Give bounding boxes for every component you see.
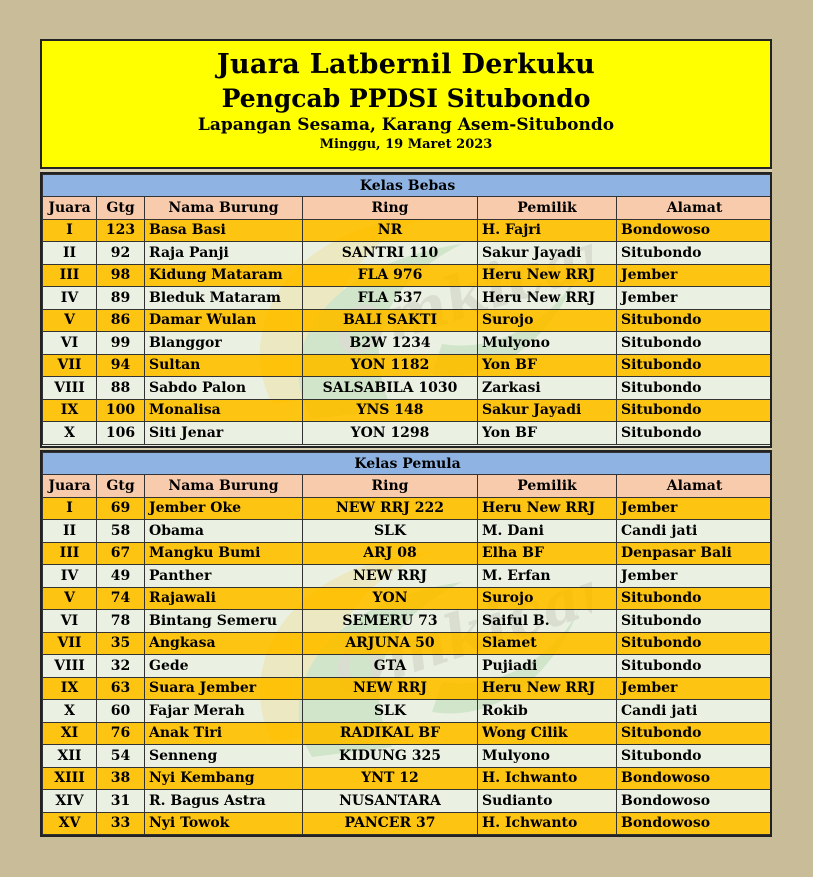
alamat-cell: Denpasar Bali: [617, 542, 773, 565]
pemilik-cell: Sudianto: [478, 790, 617, 813]
gtg-cell: 98: [97, 264, 145, 287]
col-gtg: Gtg: [97, 197, 145, 220]
table-row: [43, 767, 773, 790]
table-row: [43, 520, 773, 543]
nama-burung-cell: Damar Wulan: [145, 309, 303, 332]
nama-burung-cell: Jember Oke: [145, 497, 303, 520]
pemilik-cell: H. Fajri: [478, 219, 617, 242]
nama-burung-cell: Nyi Kembang: [145, 767, 303, 790]
pemilik-cell: Pujiadi: [478, 655, 617, 678]
pemilik-cell: Heru New RRJ: [478, 264, 617, 287]
alamat-cell: Situbondo: [617, 722, 773, 745]
ring-cell: ARJUNA 50: [303, 632, 478, 655]
alamat-cell: Situbondo: [617, 655, 773, 678]
pemilik-cell: M. Dani: [478, 520, 617, 543]
class-title: Kelas Bebas: [43, 175, 773, 197]
page-subtitle: Pengcab PPDSI Situbondo: [221, 84, 591, 113]
gtg-cell: 33: [97, 812, 145, 835]
juara-cell: III: [43, 264, 97, 287]
ring-cell: YON: [303, 587, 478, 610]
nama-burung-cell: Kidung Mataram: [145, 264, 303, 287]
table-row: [43, 565, 773, 588]
col-ring: Ring: [303, 475, 478, 498]
alamat-cell: Situbondo: [617, 399, 773, 422]
pemilik-cell: Saiful B.: [478, 610, 617, 633]
juara-cell: II: [43, 520, 97, 543]
pemilik-cell: Surojo: [478, 309, 617, 332]
kelas-pemula-section: [40, 450, 772, 837]
col-gtg: Gtg: [97, 475, 145, 498]
col-alamat: Alamat: [617, 197, 773, 220]
table-row: [43, 422, 773, 445]
gtg-cell: 123: [97, 219, 145, 242]
nama-burung-cell: R. Bagus Astra: [145, 790, 303, 813]
juara-cell: X: [43, 700, 97, 723]
alamat-cell: Situbondo: [617, 242, 773, 265]
nama-burung-cell: Sultan: [145, 354, 303, 377]
nama-burung-cell: Mangku Bumi: [145, 542, 303, 565]
gtg-cell: 100: [97, 399, 145, 422]
pemilik-cell: Sakur Jayadi: [478, 242, 617, 265]
nama-burung-cell: Suara Jember: [145, 677, 303, 700]
ring-cell: SANTRI 110: [303, 242, 478, 265]
ring-cell: FLA 537: [303, 287, 478, 310]
juara-cell: IX: [43, 399, 97, 422]
alamat-cell: Jember: [617, 497, 773, 520]
nama-burung-cell: Anak Tiri: [145, 722, 303, 745]
nama-burung-cell: Senneng: [145, 745, 303, 768]
pemilik-cell: Mulyono: [478, 332, 617, 355]
col-nama-burung: Nama Burung: [145, 475, 303, 498]
pemilik-cell: H. Ichwanto: [478, 812, 617, 835]
ring-cell: SLK: [303, 520, 478, 543]
gtg-cell: 99: [97, 332, 145, 355]
alamat-cell: Candi jati: [617, 700, 773, 723]
gtg-cell: 92: [97, 242, 145, 265]
alamat-cell: Candi jati: [617, 520, 773, 543]
table-row: [43, 542, 773, 565]
gtg-cell: 78: [97, 610, 145, 633]
juara-cell: VI: [43, 610, 97, 633]
gtg-cell: 60: [97, 700, 145, 723]
nama-burung-cell: Siti Jenar: [145, 422, 303, 445]
pemilik-cell: H. Ichwanto: [478, 767, 617, 790]
gtg-cell: 76: [97, 722, 145, 745]
ring-cell: BALI SAKTI: [303, 309, 478, 332]
gtg-cell: 31: [97, 790, 145, 813]
gtg-cell: 58: [97, 520, 145, 543]
pemilik-cell: Yon BF: [478, 422, 617, 445]
ring-cell: SEMERU 73: [303, 610, 478, 633]
juara-cell: XIV: [43, 790, 97, 813]
gtg-cell: 63: [97, 677, 145, 700]
nama-burung-cell: Bintang Semeru: [145, 610, 303, 633]
pemilik-cell: M. Erfan: [478, 565, 617, 588]
gtg-cell: 86: [97, 309, 145, 332]
nama-burung-cell: Panther: [145, 565, 303, 588]
table-row: [43, 287, 773, 310]
venue-line: Lapangan Sesama, Karang Asem-Situbondo: [197, 115, 615, 135]
gtg-cell: 74: [97, 587, 145, 610]
alamat-cell: Situbondo: [617, 354, 773, 377]
table-row: [43, 812, 773, 835]
juara-cell: V: [43, 309, 97, 332]
pemilik-cell: Surojo: [478, 587, 617, 610]
table-row: [43, 632, 773, 655]
page-title: Juara Latbernil Derkuku: [216, 49, 596, 80]
ring-cell: YON 1182: [303, 354, 478, 377]
ring-cell: FLA 976: [303, 264, 478, 287]
table-row: [43, 332, 773, 355]
alamat-cell: Bondowoso: [617, 812, 773, 835]
ring-cell: PANCER 37: [303, 812, 478, 835]
juara-cell: XV: [43, 812, 97, 835]
juara-cell: X: [43, 422, 97, 445]
ring-cell: NEW RRJ: [303, 565, 478, 588]
table-row: [43, 700, 773, 723]
juara-cell: XII: [43, 745, 97, 768]
table-row: [43, 722, 773, 745]
juara-cell: II: [43, 242, 97, 265]
col-ring: Ring: [303, 197, 478, 220]
juara-cell: VII: [43, 354, 97, 377]
alamat-cell: Situbondo: [617, 610, 773, 633]
nama-burung-cell: Bleduk Mataram: [145, 287, 303, 310]
pemilik-cell: Zarkasi: [478, 377, 617, 400]
alamat-cell: Jember: [617, 287, 773, 310]
nama-burung-cell: Fajar Merah: [145, 700, 303, 723]
alamat-cell: Situbondo: [617, 745, 773, 768]
alamat-cell: Jember: [617, 565, 773, 588]
pemilik-cell: Heru New RRJ: [478, 287, 617, 310]
table-row: [43, 309, 773, 332]
nama-burung-cell: Obama: [145, 520, 303, 543]
ring-cell: YNT 12: [303, 767, 478, 790]
alamat-cell: Bondowoso: [617, 767, 773, 790]
juara-cell: I: [43, 219, 97, 242]
pemilik-cell: Mulyono: [478, 745, 617, 768]
table-row: [43, 497, 773, 520]
gtg-cell: 94: [97, 354, 145, 377]
ring-cell: NR: [303, 219, 478, 242]
ring-cell: NEW RRJ: [303, 677, 478, 700]
column-header-row: [43, 475, 773, 498]
pemilik-cell: Heru New RRJ: [478, 677, 617, 700]
gtg-cell: 35: [97, 632, 145, 655]
class-title: Kelas Pemula: [43, 453, 773, 475]
table-row: [43, 790, 773, 813]
juara-cell: XI: [43, 722, 97, 745]
pemilik-cell: Yon BF: [478, 354, 617, 377]
ring-cell: GTA: [303, 655, 478, 678]
alamat-cell: Jember: [617, 677, 773, 700]
kelas-pemula-table: [42, 452, 772, 835]
nama-burung-cell: Basa Basi: [145, 219, 303, 242]
nama-burung-cell: Monalisa: [145, 399, 303, 422]
juara-cell: I: [43, 497, 97, 520]
gtg-cell: 106: [97, 422, 145, 445]
table-row: [43, 354, 773, 377]
col-nama-burung: Nama Burung: [145, 197, 303, 220]
nama-burung-cell: Blanggor: [145, 332, 303, 355]
juara-cell: IV: [43, 287, 97, 310]
nama-burung-cell: Angkasa: [145, 632, 303, 655]
page-header: [40, 39, 772, 169]
alamat-cell: Bondowoso: [617, 219, 773, 242]
table-row: [43, 655, 773, 678]
alamat-cell: Situbondo: [617, 309, 773, 332]
nama-burung-cell: Rajawali: [145, 587, 303, 610]
gtg-cell: 69: [97, 497, 145, 520]
juara-cell: VIII: [43, 655, 97, 678]
juara-cell: VI: [43, 332, 97, 355]
alamat-cell: Situbondo: [617, 587, 773, 610]
ring-cell: B2W 1234: [303, 332, 478, 355]
col-juara: Juara: [43, 475, 97, 498]
juara-cell: XIII: [43, 767, 97, 790]
gtg-cell: 38: [97, 767, 145, 790]
alamat-cell: Situbondo: [617, 632, 773, 655]
table-row: [43, 264, 773, 287]
pemilik-cell: Sakur Jayadi: [478, 399, 617, 422]
juara-cell: IV: [43, 565, 97, 588]
alamat-cell: Situbondo: [617, 422, 773, 445]
gtg-cell: 67: [97, 542, 145, 565]
pemilik-cell: Wong Cilik: [478, 722, 617, 745]
juara-cell: VIII: [43, 377, 97, 400]
col-juara: Juara: [43, 197, 97, 220]
nama-burung-cell: Nyi Towok: [145, 812, 303, 835]
gtg-cell: 89: [97, 287, 145, 310]
alamat-cell: Situbondo: [617, 377, 773, 400]
ring-cell: YON 1298: [303, 422, 478, 445]
ring-cell: YNS 148: [303, 399, 478, 422]
juara-cell: V: [43, 587, 97, 610]
table-row: [43, 587, 773, 610]
ring-cell: NUSANTARA: [303, 790, 478, 813]
table-row: [43, 399, 773, 422]
kelas-bebas-table: [42, 174, 772, 445]
col-alamat: Alamat: [617, 475, 773, 498]
ring-cell: RADIKAL BF: [303, 722, 478, 745]
table-row: [43, 242, 773, 265]
pemilik-cell: Elha BF: [478, 542, 617, 565]
table-row: [43, 610, 773, 633]
gtg-cell: 32: [97, 655, 145, 678]
gtg-cell: 88: [97, 377, 145, 400]
gtg-cell: 54: [97, 745, 145, 768]
nama-burung-cell: Raja Panji: [145, 242, 303, 265]
col-pemilik: Pemilik: [478, 475, 617, 498]
table-row: [43, 219, 773, 242]
juara-cell: VII: [43, 632, 97, 655]
event-date: Minggu, 19 Maret 2023: [319, 137, 493, 152]
ring-cell: SALSABILA 1030: [303, 377, 478, 400]
table-row: [43, 377, 773, 400]
pemilik-cell: Heru New RRJ: [478, 497, 617, 520]
alamat-cell: Jember: [617, 264, 773, 287]
alamat-cell: Situbondo: [617, 332, 773, 355]
gtg-cell: 49: [97, 565, 145, 588]
col-pemilik: Pemilik: [478, 197, 617, 220]
ring-cell: NEW RRJ 222: [303, 497, 478, 520]
nama-burung-cell: Sabdo Palon: [145, 377, 303, 400]
pemilik-cell: Rokib: [478, 700, 617, 723]
column-header-row: [43, 197, 773, 220]
ring-cell: KIDUNG 325: [303, 745, 478, 768]
kelas-bebas-section: [40, 172, 772, 448]
pemilik-cell: Slamet: [478, 632, 617, 655]
juara-cell: III: [43, 542, 97, 565]
table-row: [43, 745, 773, 768]
alamat-cell: Bondowoso: [617, 790, 773, 813]
ring-cell: ARJ 08: [303, 542, 478, 565]
table-row: [43, 677, 773, 700]
ring-cell: SLK: [303, 700, 478, 723]
juara-cell: IX: [43, 677, 97, 700]
nama-burung-cell: Gede: [145, 655, 303, 678]
